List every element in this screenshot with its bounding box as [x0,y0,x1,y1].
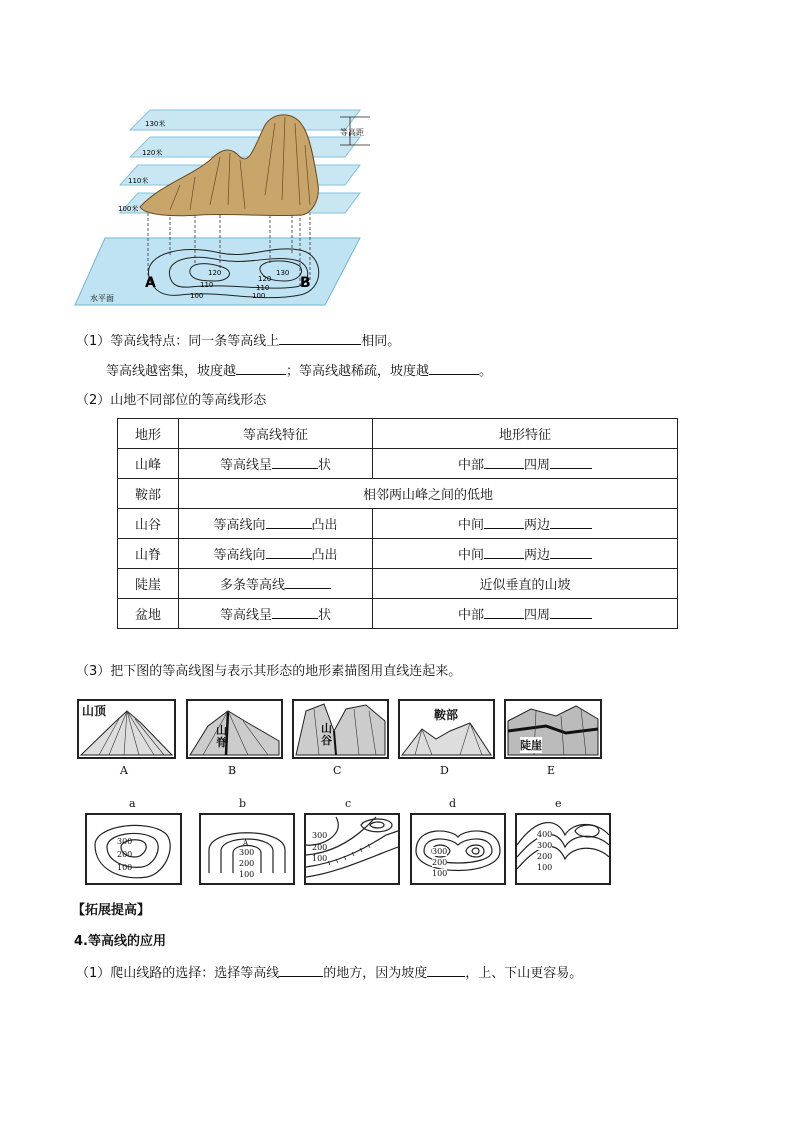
contour-map-e [515,813,611,885]
answer-blank[interactable] [550,515,592,529]
table-row [118,539,678,569]
q1-line1-post: 相同。 [361,334,401,349]
point-a: A [145,275,156,291]
q2-title: （2）山地不同部位的等高线形态 [76,393,267,408]
q1-line2-a: 等高线越密集，坡度越 [106,364,237,379]
map-number: 300 [432,847,448,856]
level-130: 130米 [145,120,166,128]
sketch-e [504,699,602,759]
answer-blank[interactable] [272,455,318,469]
contour-3d-diagram [70,105,370,310]
table-row [118,449,678,479]
plane-120 [130,137,360,157]
answer-blank[interactable] [427,963,465,977]
row-terrain: 中间 两边 [373,539,678,569]
interval-label: 等高距 [340,128,364,137]
sketch-d [398,699,495,759]
row-name: 山谷 [118,509,179,539]
row-feature: 等高线向 凸出 [179,539,373,569]
contour-label-100a: 100 [190,292,204,300]
contour-map-a [85,813,182,885]
map-number: 300 [537,841,553,850]
sketch-label: 鞍部 [434,708,459,722]
extension-q1 [76,963,582,983]
sketch-caption: C [333,764,342,777]
answer-blank[interactable] [484,455,524,469]
map-number: 200 [239,859,255,868]
map-caption: c [345,797,352,810]
row-feature: 等高线呈 状 [179,449,373,479]
answer-blank[interactable] [285,575,331,589]
answer-blank[interactable] [484,605,524,619]
level-100: 100米 [118,205,139,213]
answer-blank[interactable] [236,361,286,375]
sketch-caption: D [440,764,449,777]
valley-sketch-svg [294,701,387,757]
answer-blank[interactable] [550,605,592,619]
answer-blank[interactable] [484,515,524,529]
q3-title: （3）把下图的等高线图与表示其形态的地形素描图用直线连起来。 [76,664,462,679]
contour-label-100b: 100 [252,292,266,300]
table-header-row [118,419,678,449]
table-row [118,599,678,629]
level-110: 110米 [128,177,149,185]
map-number: 100 [117,863,133,872]
answer-blank[interactable] [266,515,312,529]
answer-blank[interactable] [266,545,312,559]
map-caption: d [449,797,457,810]
row-name: 山脊 [118,539,179,569]
sketch-label: 山谷 [321,722,332,747]
sketch-c [292,699,389,759]
row-feature: 等高线呈 状 [179,599,373,629]
map-number: 300 [312,831,328,840]
answer-blank[interactable] [272,605,318,619]
row-name: 鞍部 [118,479,179,509]
sketch-caption: E [547,764,556,777]
map-number: A [243,839,249,847]
contour-3d-svg [70,105,370,310]
row-merged: 相邻两山峰之间的低地 [179,479,678,509]
map-a-svg [87,815,180,883]
plane-label: 水平面 [90,294,114,303]
table-row [118,569,678,599]
map-number: 200 [117,850,133,859]
row-name: 陡崖 [118,569,179,599]
row-terrain: 近似垂直的山坡 [373,569,678,599]
header-contour-feature: 等高线特征 [179,419,373,449]
answer-blank[interactable] [484,545,524,559]
terrain-table [117,418,678,629]
answer-blank[interactable] [429,361,479,375]
map-number: 300 [117,837,133,846]
row-feature: 等高线向 凸出 [179,509,373,539]
extension-q1-b: 的地方，因为坡度 [323,966,428,981]
row-terrain: 中部 四周 [373,449,678,479]
map-caption: b [239,797,247,810]
extension-q1-c: ，上、下山更容易。 [465,966,583,981]
row-terrain: 中部 四周 [373,599,678,629]
q1-line2-c: 。 [479,364,493,379]
map-number: 100 [537,863,553,872]
row-feature: 多条等高线 [179,569,373,599]
sketch-label: 陡崖 [520,739,542,752]
extension-heading: 【拓展提高】 [72,903,151,918]
map-number: 100 [312,854,328,863]
point-b: B [300,275,311,291]
sketch-caption: B [228,764,237,777]
map-caption: a [129,797,136,810]
header-terrain: 地形 [118,419,179,449]
contour-label-120a: 120 [208,269,222,277]
map-e-svg [517,815,609,883]
contour-map-b [199,813,295,885]
section-heading: 4.等高线的应用 [74,934,166,949]
q1-line1 [76,331,400,351]
extension-q1-a: （1）爬山线路的选择：选择等高线 [76,966,280,981]
map-number: 300 [239,848,255,857]
map-number: 400 [537,830,553,839]
answer-blank[interactable] [279,963,323,977]
ridge-sketch-svg [188,701,281,757]
map-number: 200 [432,858,448,867]
map-caption: e [555,797,562,810]
contour-map-d [410,813,506,885]
answer-blank[interactable] [279,331,361,345]
row-name: 盆地 [118,599,179,629]
answer-blank[interactable] [550,545,592,559]
answer-blank[interactable] [550,455,592,469]
q1-line2 [106,361,492,381]
sketch-label: 山顶 [82,704,107,718]
map-number: 100 [432,869,448,878]
contour-map-c [304,813,400,885]
level-120: 120米 [142,149,163,157]
q1-line2-b: ；等高线越稀疏，坡度越 [286,364,430,379]
contour-label-110a: 110 [200,281,214,289]
sketch-caption: A [120,764,128,777]
map-d-svg [412,815,504,883]
contour-label-130: 130 [276,269,290,277]
sketch-b [186,699,283,759]
row-name: 山峰 [118,449,179,479]
map-number: 200 [537,852,553,861]
map-number: 100 [239,870,255,879]
map-number: 200 [312,843,328,852]
row-terrain: 中间 两边 [373,509,678,539]
sketch-label: 山脊 [216,724,227,749]
table-row [118,509,678,539]
header-terrain-feature: 地形特征 [373,419,678,449]
table-row [118,479,678,509]
contour-label-110b: 110 [256,284,270,292]
sketch-a [77,699,176,759]
q1-line1-pre: （1）等高线特点：同一条等高线上 [76,334,280,349]
contour-label-120b: 120 [258,275,272,283]
